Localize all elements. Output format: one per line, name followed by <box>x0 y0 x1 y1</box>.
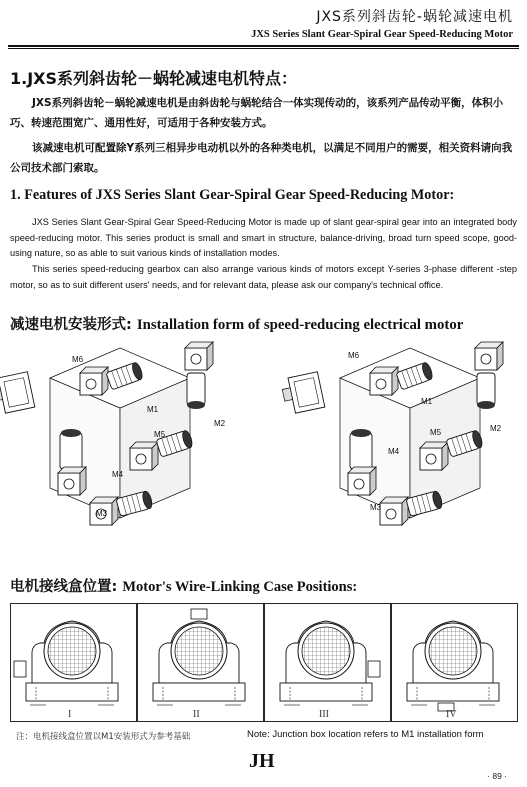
label-m6-right: M6 <box>348 351 360 360</box>
wiring-heading <box>10 575 357 596</box>
features-para1-cn: JXS系列斜齿轮－蜗轮减速电机是由斜齿轮与蜗轮结合一体实现传动的，该系列产品传动平衡，体积小巧、转速范围宽广、通用性好，可适用于各种安装方式。 <box>10 97 504 129</box>
label-m4-left: M4 <box>112 470 124 479</box>
header-title-cn: JXS系列斜齿轮-蜗轮减速电机 <box>316 9 513 25</box>
installation-heading-en: Installation form of speed-reducing electrical motor <box>136 317 464 333</box>
wiring-position-4 <box>407 621 499 720</box>
wiring-position-1 <box>14 621 118 720</box>
wiring-positions-diagram <box>10 603 518 723</box>
svg-text:JH: JH <box>249 750 275 771</box>
wiring-position-label-1: I <box>68 709 72 720</box>
features-para1-en: JXS Series Slant Gear-Spiral Gear Speed-Reducing Motor is made up of slant gear-spiral gear into an integrated body speed-reducing motor. This series product is small and smart in structure, balance-driving, broad turn speed scope, good-using nature, so as able to suit various kinds of installation modes. <box>10 217 517 258</box>
label-m3-left: M3 <box>96 509 108 518</box>
label-m4-right: M4 <box>388 447 400 456</box>
wiring-position-2 <box>153 609 245 720</box>
features-para2-en: This series speed-reducing gearbox can also arrange various kinds of motors except Y-series 3-phase different -step motor, so as to suit different users' needs, and for relevant data, please ask our company's technical office. <box>10 264 517 290</box>
page-number: · 89 · <box>487 771 507 781</box>
header-title-en: JXS Series Slant Gear-Spiral Gear Speed-Reducing Motor <box>251 29 513 40</box>
wiring-note-cn: 注：电机接线盒位置以M1安装形式为参考基础 <box>16 732 191 742</box>
label-m2-left: M2 <box>214 419 226 428</box>
features-heading-en: 1. Features of JXS Series Slant Gear-Spiral Gear Speed-Reducing Motor: <box>10 187 455 203</box>
wiring-note-en: Note: Junction box location refers to M1 installation form <box>247 729 484 740</box>
wiring-heading-cn: 电机接线盒位置: <box>10 579 118 595</box>
installation-diagram <box>0 338 527 568</box>
installation-unit-right <box>280 342 503 525</box>
label-m6-left: M6 <box>72 355 84 364</box>
installation-heading-cn: 减速电机安装形式: <box>10 317 132 333</box>
installation-unit-left <box>0 342 213 525</box>
label-m2-right: M2 <box>490 424 502 433</box>
wiring-position-3 <box>280 621 380 720</box>
installation-heading <box>10 313 463 334</box>
company-logo <box>247 749 281 771</box>
label-m5-right: M5 <box>430 428 442 437</box>
header-rule-thin <box>8 48 519 49</box>
label-m5-left: M5 <box>154 430 166 439</box>
label-m1-right: M1 <box>421 397 433 406</box>
wiring-position-label-4: IV <box>446 709 457 720</box>
wiring-position-label-3: III <box>319 709 329 720</box>
wiring-heading-en: Motor's Wire-Linking Case Positions: <box>122 579 358 595</box>
features-para2-cn: 该减速电机可配置除Y系列三相异步电动机以外的各种类电机，以满足不同用户的需要，相关资料请向我公司技术部门索取。 <box>10 142 513 174</box>
wiring-position-label-2: II <box>193 709 200 720</box>
label-m3-right: M3 <box>370 503 382 512</box>
label-m1-left: M1 <box>147 405 159 414</box>
header-rule <box>8 45 519 47</box>
features-heading-cn: 1.JXS系列斜齿轮－蜗轮减速电机特点： <box>10 69 298 88</box>
